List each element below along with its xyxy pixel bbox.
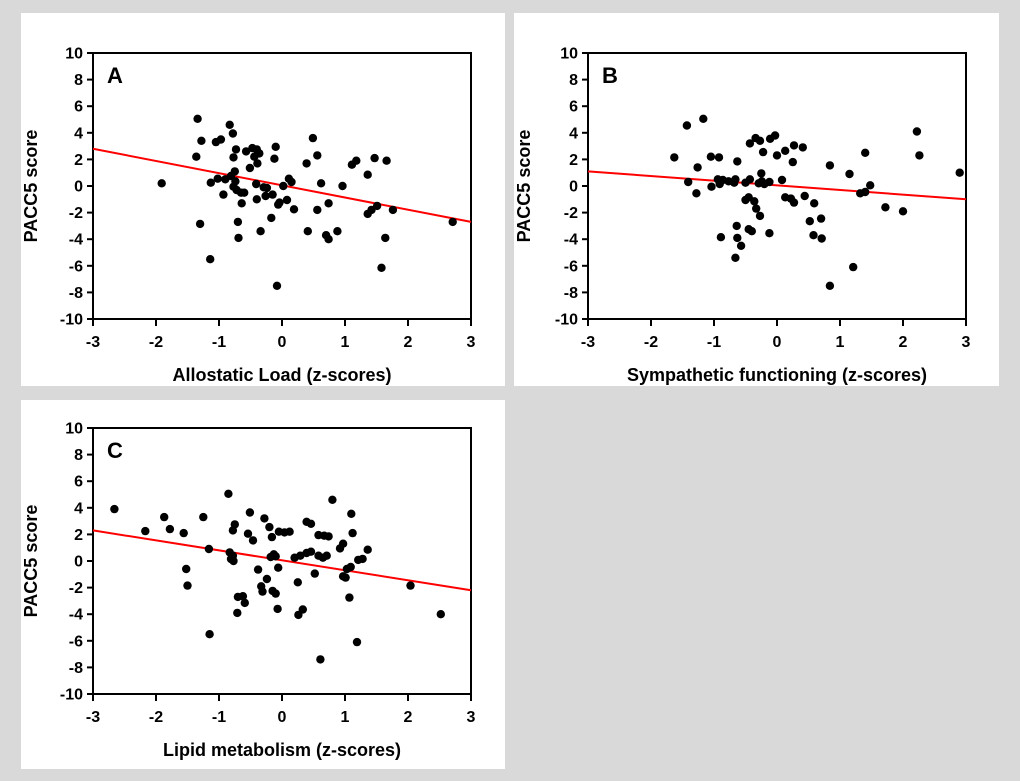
data-point bbox=[406, 581, 414, 589]
data-point bbox=[381, 234, 389, 242]
x-tick-label: -1 bbox=[706, 334, 722, 351]
y-tick-label: -4 bbox=[563, 231, 578, 249]
data-point bbox=[758, 177, 766, 185]
data-point bbox=[717, 233, 725, 241]
data-point bbox=[352, 157, 360, 165]
data-point bbox=[817, 214, 825, 222]
data-point bbox=[956, 169, 964, 177]
data-point bbox=[275, 198, 283, 206]
data-point bbox=[670, 153, 678, 161]
y-tick-label: -6 bbox=[68, 258, 83, 276]
x-axis-title-c: Lipid metabolism (z-scores) bbox=[162, 740, 402, 760]
y-axis-title-a: PACC5 score bbox=[21, 129, 41, 243]
data-point bbox=[913, 127, 921, 135]
x-tick-label: 1 bbox=[835, 334, 845, 351]
data-point bbox=[263, 575, 271, 583]
y-tick-label: 6 bbox=[569, 98, 578, 116]
data-point bbox=[224, 490, 232, 498]
panel-c bbox=[21, 400, 505, 769]
data-point bbox=[756, 212, 764, 220]
y-tick-label: -4 bbox=[68, 231, 83, 249]
regression-line-c bbox=[93, 530, 471, 590]
x-axis-title-b: Sympathetic functioning (z-scores) bbox=[626, 365, 928, 385]
data-point bbox=[229, 557, 237, 565]
data-point bbox=[437, 610, 445, 618]
y-tick-label: -10 bbox=[59, 686, 83, 704]
data-point bbox=[285, 528, 293, 536]
x-tick-label: 1 bbox=[340, 334, 350, 351]
data-point bbox=[339, 540, 347, 548]
data-point bbox=[733, 234, 741, 242]
data-point bbox=[229, 153, 237, 161]
data-point bbox=[253, 195, 261, 203]
data-point bbox=[748, 227, 756, 235]
data-point bbox=[272, 143, 280, 151]
x-tick-label: -3 bbox=[85, 709, 101, 726]
data-point bbox=[263, 184, 271, 192]
x-axis-b bbox=[581, 319, 971, 351]
data-point bbox=[233, 609, 241, 617]
y-axis-b bbox=[555, 46, 588, 329]
data-point bbox=[826, 282, 834, 290]
data-point bbox=[899, 207, 907, 215]
data-point bbox=[790, 141, 798, 149]
data-point bbox=[232, 145, 240, 153]
data-point bbox=[304, 227, 312, 235]
y-tick-label: 0 bbox=[569, 178, 578, 196]
x-tick-label: -2 bbox=[643, 334, 659, 351]
data-point bbox=[818, 234, 826, 242]
y-tick-label: -2 bbox=[563, 205, 578, 223]
panel-letter-a: A bbox=[107, 63, 123, 88]
x-tick-label: 0 bbox=[772, 334, 782, 351]
x-axis-title-a: Allostatic Load (z-scores) bbox=[172, 365, 392, 385]
data-point bbox=[158, 179, 166, 187]
data-point bbox=[261, 192, 269, 200]
data-point bbox=[270, 155, 278, 163]
data-point bbox=[826, 161, 834, 169]
data-point bbox=[272, 552, 280, 560]
data-point bbox=[373, 202, 381, 210]
panel-letter-c: C bbox=[107, 438, 123, 463]
data-point bbox=[778, 176, 786, 184]
data-point bbox=[692, 189, 700, 197]
data-point bbox=[324, 199, 332, 207]
data-point bbox=[759, 148, 767, 156]
data-point bbox=[789, 158, 797, 166]
data-point bbox=[364, 171, 372, 179]
data-point bbox=[313, 151, 321, 159]
data-point bbox=[182, 565, 190, 573]
data-point bbox=[231, 167, 239, 175]
data-point bbox=[267, 214, 275, 222]
x-tick-label: 0 bbox=[277, 709, 287, 726]
data-point bbox=[274, 564, 282, 572]
data-point bbox=[217, 135, 225, 143]
data-point bbox=[268, 190, 276, 198]
y-tick-label: 4 bbox=[74, 500, 83, 518]
data-point bbox=[313, 206, 321, 214]
data-point bbox=[382, 157, 390, 165]
scatter-plot-c bbox=[21, 400, 505, 769]
data-point bbox=[364, 546, 372, 554]
data-point bbox=[183, 581, 191, 589]
data-point bbox=[307, 548, 315, 556]
data-point bbox=[765, 229, 773, 237]
data-point bbox=[801, 192, 809, 200]
data-point bbox=[252, 180, 260, 188]
y-tick-label: 0 bbox=[74, 178, 83, 196]
x-tick-label: 3 bbox=[466, 334, 476, 351]
y-tick-label: -10 bbox=[554, 311, 578, 329]
data-point bbox=[773, 151, 781, 159]
data-point bbox=[219, 190, 227, 198]
data-point bbox=[241, 599, 249, 607]
y-tick-label: -10 bbox=[59, 311, 83, 329]
data-point bbox=[733, 157, 741, 165]
data-point bbox=[166, 525, 174, 533]
data-point bbox=[866, 181, 874, 189]
data-point bbox=[229, 129, 237, 137]
data-point bbox=[377, 264, 385, 272]
data-point bbox=[781, 147, 789, 155]
y-tick-label: 6 bbox=[74, 473, 83, 491]
x-tick-label: -1 bbox=[211, 334, 227, 351]
data-point bbox=[707, 153, 715, 161]
data-point bbox=[160, 513, 168, 521]
data-point bbox=[205, 545, 213, 553]
data-point bbox=[234, 218, 242, 226]
data-point bbox=[731, 254, 739, 262]
data-point bbox=[193, 115, 201, 123]
data-point bbox=[206, 255, 214, 263]
x-tick-label: 2 bbox=[898, 334, 908, 351]
data-point bbox=[141, 527, 149, 535]
data-point bbox=[253, 159, 261, 167]
data-point bbox=[915, 151, 923, 159]
data-point bbox=[737, 242, 745, 250]
data-point bbox=[757, 169, 765, 177]
data-point bbox=[684, 178, 692, 186]
y-tick-label: -2 bbox=[68, 580, 83, 598]
data-point bbox=[294, 578, 302, 586]
data-point bbox=[265, 523, 273, 531]
data-point bbox=[290, 205, 298, 213]
data-point bbox=[287, 178, 295, 186]
data-point bbox=[268, 533, 276, 541]
data-point bbox=[283, 196, 291, 204]
x-tick-label: -3 bbox=[85, 334, 101, 351]
data-points-b bbox=[670, 115, 964, 290]
data-point bbox=[345, 593, 353, 601]
x-tick-label: -1 bbox=[211, 709, 227, 726]
data-point bbox=[199, 513, 207, 521]
data-point bbox=[370, 154, 378, 162]
data-point bbox=[196, 220, 204, 228]
data-point bbox=[254, 565, 262, 573]
data-point bbox=[771, 131, 779, 139]
y-tick-label: -2 bbox=[68, 205, 83, 223]
data-point bbox=[324, 532, 332, 540]
data-point bbox=[389, 206, 397, 214]
data-point bbox=[338, 182, 346, 190]
x-tick-label: -2 bbox=[148, 709, 164, 726]
y-tick-label: 6 bbox=[74, 98, 83, 116]
y-tick-label: 2 bbox=[74, 526, 83, 544]
x-tick-label: -3 bbox=[580, 334, 596, 351]
data-point bbox=[324, 235, 332, 243]
data-point bbox=[347, 563, 355, 571]
data-point bbox=[205, 630, 213, 638]
y-tick-label: -6 bbox=[563, 258, 578, 276]
data-points-a bbox=[158, 115, 457, 290]
data-point bbox=[246, 164, 254, 172]
y-tick-label: 2 bbox=[74, 151, 83, 169]
data-point bbox=[845, 170, 853, 178]
data-point bbox=[341, 573, 349, 581]
x-tick-label: 2 bbox=[403, 334, 413, 351]
y-axis-c bbox=[60, 421, 93, 704]
data-point bbox=[279, 182, 287, 190]
y-tick-label: 10 bbox=[65, 45, 83, 63]
scatter-plot-b bbox=[514, 13, 999, 386]
data-point bbox=[258, 587, 266, 595]
data-point bbox=[260, 514, 268, 522]
data-point bbox=[699, 115, 707, 123]
data-point bbox=[799, 143, 807, 151]
y-axis-title-c: PACC5 score bbox=[21, 504, 41, 618]
data-point bbox=[358, 555, 366, 563]
y-tick-label: 10 bbox=[560, 45, 578, 63]
data-point bbox=[110, 505, 118, 513]
data-point bbox=[231, 520, 239, 528]
data-point bbox=[240, 189, 248, 197]
y-tick-label: 10 bbox=[65, 420, 83, 438]
data-point bbox=[449, 218, 457, 226]
data-point bbox=[715, 153, 723, 161]
data-point bbox=[234, 234, 242, 242]
data-point bbox=[861, 188, 869, 196]
x-tick-label: 0 bbox=[277, 334, 287, 351]
data-point bbox=[323, 552, 331, 560]
y-tick-label: 2 bbox=[569, 151, 578, 169]
data-point bbox=[273, 282, 281, 290]
data-point bbox=[683, 121, 691, 129]
data-point bbox=[238, 199, 246, 207]
data-point bbox=[197, 137, 205, 145]
data-point bbox=[693, 163, 701, 171]
y-tick-label: 8 bbox=[74, 447, 83, 465]
data-point bbox=[881, 203, 889, 211]
y-tick-label: -8 bbox=[68, 284, 83, 302]
y-axis-title-b: PACC5 score bbox=[514, 129, 534, 243]
data-point bbox=[192, 153, 200, 161]
data-point bbox=[309, 134, 317, 142]
x-axis-c bbox=[86, 694, 476, 726]
data-point bbox=[861, 149, 869, 157]
y-tick-label: 4 bbox=[74, 125, 83, 143]
data-point bbox=[316, 655, 324, 663]
y-tick-label: -8 bbox=[563, 284, 578, 302]
data-point bbox=[790, 198, 798, 206]
data-point bbox=[809, 231, 817, 239]
data-point bbox=[849, 263, 857, 271]
panel-a bbox=[21, 13, 505, 386]
y-axis-a bbox=[60, 46, 93, 329]
data-point bbox=[249, 536, 257, 544]
scatter-plot-a bbox=[21, 13, 505, 386]
data-point bbox=[731, 175, 739, 183]
data-point bbox=[353, 638, 361, 646]
data-point bbox=[746, 175, 754, 183]
data-point bbox=[752, 204, 760, 212]
data-point bbox=[311, 569, 319, 577]
x-tick-label: 3 bbox=[466, 709, 476, 726]
data-point bbox=[750, 197, 758, 205]
x-tick-label: 1 bbox=[340, 709, 350, 726]
data-point bbox=[244, 530, 252, 538]
data-point bbox=[272, 589, 280, 597]
data-point bbox=[328, 496, 336, 504]
x-tick-label: 3 bbox=[961, 334, 971, 351]
y-tick-label: -6 bbox=[68, 633, 83, 651]
data-point bbox=[214, 175, 222, 183]
data-point bbox=[302, 159, 310, 167]
data-point bbox=[317, 179, 325, 187]
panel-letter-b: B bbox=[602, 63, 618, 88]
y-tick-label: 4 bbox=[569, 125, 578, 143]
data-point bbox=[806, 217, 814, 225]
data-point bbox=[810, 199, 818, 207]
y-tick-label: 8 bbox=[74, 72, 83, 90]
y-tick-label: -4 bbox=[68, 606, 83, 624]
data-point bbox=[756, 137, 764, 145]
data-point bbox=[733, 222, 741, 230]
data-point bbox=[707, 183, 715, 191]
x-tick-label: -2 bbox=[148, 334, 164, 351]
data-point bbox=[255, 149, 263, 157]
data-point bbox=[333, 227, 341, 235]
y-tick-label: -8 bbox=[68, 659, 83, 677]
data-point bbox=[273, 605, 281, 613]
data-point bbox=[180, 529, 188, 537]
y-tick-label: 0 bbox=[74, 553, 83, 571]
data-point bbox=[299, 605, 307, 613]
panel-b bbox=[514, 13, 999, 386]
y-tick-label: 8 bbox=[569, 72, 578, 90]
x-axis-a bbox=[86, 319, 476, 351]
data-point bbox=[307, 520, 315, 528]
regression-line-b bbox=[588, 171, 966, 199]
data-point bbox=[347, 510, 355, 518]
data-point bbox=[348, 529, 356, 537]
x-tick-label: 2 bbox=[403, 709, 413, 726]
data-point bbox=[256, 227, 264, 235]
data-points-c bbox=[110, 490, 445, 664]
data-point bbox=[246, 508, 254, 516]
data-point bbox=[765, 178, 773, 186]
data-point bbox=[226, 121, 234, 129]
